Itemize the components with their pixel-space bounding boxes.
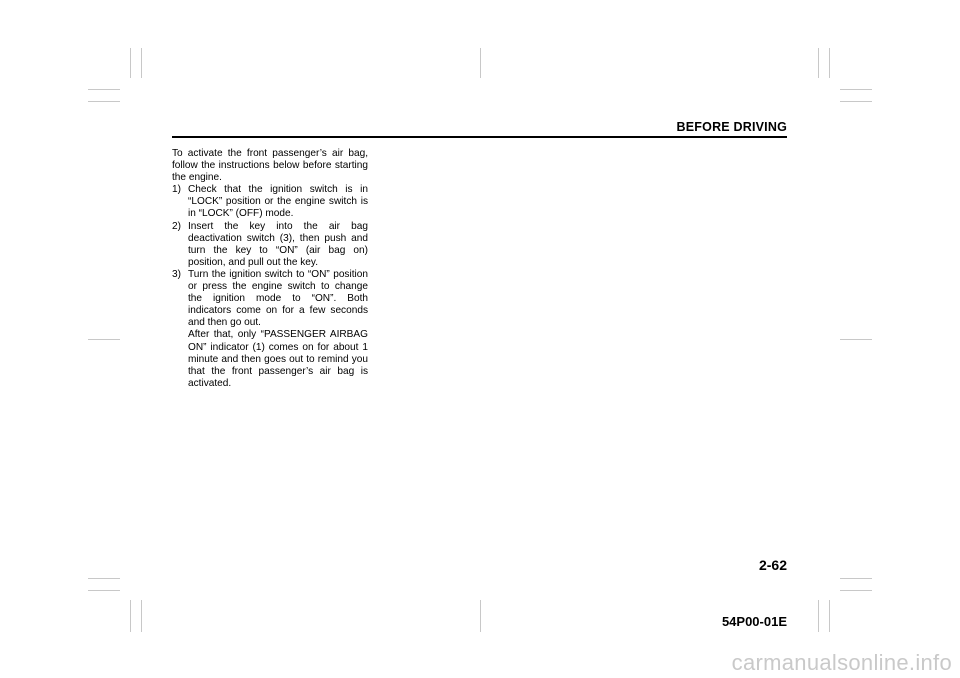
step-text: Insert the key into the air bag deactivation switch (3), then push and turn the key to “ON” (air bag on) position, and pull out the key. <box>188 220 368 268</box>
crop-mark <box>88 339 120 340</box>
crop-mark <box>88 101 120 102</box>
crop-mark <box>141 600 142 632</box>
step-1 <box>172 184 368 220</box>
crop-mark <box>88 590 120 591</box>
crop-mark <box>88 89 120 90</box>
step-text: Turn the ignition switch to “ON” position or press the engine switch to change the ignition mode to “ON”. Both indicators come on for a few seconds and then go out. <box>188 268 368 329</box>
crop-mark <box>829 600 830 632</box>
header-rule <box>172 136 787 138</box>
crop-mark <box>818 600 819 632</box>
crop-mark <box>840 578 872 579</box>
step-3 <box>172 269 368 390</box>
section-title: BEFORE DRIVING <box>676 120 787 134</box>
crop-mark <box>840 590 872 591</box>
page-number: 2-62 <box>758 557 787 573</box>
step-number: 2) <box>172 220 181 232</box>
crop-mark <box>130 48 131 78</box>
watermark-text: carmanualsonline.info <box>731 650 952 675</box>
crop-mark <box>840 339 872 340</box>
intro-paragraph: To activate the front passenger’s air bag, follow the instructions below before starting the engine. <box>172 148 368 184</box>
crop-mark <box>480 48 481 78</box>
crop-mark <box>818 48 819 78</box>
step-2 <box>172 221 368 269</box>
step-followup-text: After that, only “PASSENGER AIRBAG ON” indicator (1) comes on for about 1 minute and then goes out to remind you that the front passenger’s air bag is activated. <box>188 329 368 389</box>
step-text: Check that the ignition switch is in “LOCK” position or the engine switch is in “LOCK” (OFF) mode. <box>188 184 368 220</box>
crop-mark <box>480 600 481 632</box>
crop-mark <box>829 48 830 78</box>
crop-mark <box>130 600 131 632</box>
crop-mark <box>840 89 872 90</box>
crop-mark <box>840 101 872 102</box>
crop-mark <box>88 578 120 579</box>
document-code: 54P00-01E <box>721 614 787 629</box>
body-column <box>172 148 368 390</box>
step-number: 3) <box>172 268 181 280</box>
crop-mark <box>141 48 142 78</box>
step-number: 1) <box>172 184 181 196</box>
